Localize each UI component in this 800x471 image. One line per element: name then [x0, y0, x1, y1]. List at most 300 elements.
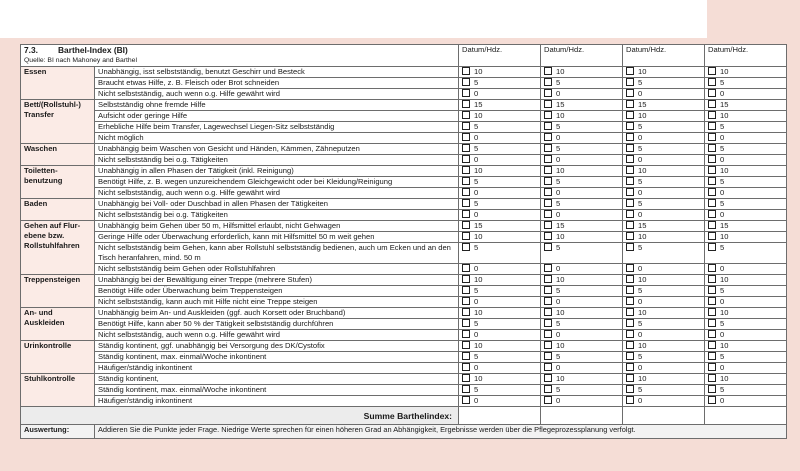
sum-label: Summe Barthelindex:: [21, 407, 459, 425]
score-cell: [541, 89, 623, 100]
score-cell: [541, 275, 623, 286]
criterion-text: Nicht möglich: [95, 133, 459, 144]
checkbox-icon[interactable]: [462, 243, 470, 251]
category-label: Essen: [21, 67, 95, 100]
score-value: 10: [638, 275, 647, 284]
criterion-text: Benötigt Hilfe, kann aber 50 % der Tätigkeit selbstständig durchführen: [95, 319, 459, 330]
score-cell: [459, 188, 541, 199]
checkbox-icon[interactable]: [544, 155, 552, 163]
score-cell: [459, 133, 541, 144]
score-cell: [541, 308, 623, 319]
checkbox-icon[interactable]: [544, 210, 552, 218]
score-cell: [459, 319, 541, 330]
checkbox-icon[interactable]: [708, 330, 716, 338]
checkbox-icon[interactable]: [708, 363, 716, 371]
criterion-text: Nicht selbstständig bei o.g. Tätigkeiten: [95, 210, 459, 221]
score-value: 5: [556, 352, 561, 361]
checkbox-icon[interactable]: [462, 67, 470, 75]
checkbox-icon[interactable]: [626, 396, 634, 404]
checkbox-icon[interactable]: [544, 188, 552, 196]
score-value: 10: [638, 111, 647, 120]
table-row: [21, 232, 787, 243]
score-cell: [623, 385, 705, 396]
score-value: 10: [720, 374, 729, 383]
date-header-4: Datum/Hdz.: [705, 45, 787, 67]
score-value: 5: [638, 122, 643, 131]
sum-cell-1[interactable]: [459, 407, 541, 425]
score-value: 10: [474, 232, 483, 241]
checkbox-icon[interactable]: [544, 100, 552, 108]
table-row: [21, 286, 787, 297]
score-cell: [705, 177, 787, 188]
checkbox-icon[interactable]: [626, 100, 634, 108]
score-cell: [623, 363, 705, 374]
score-cell: [705, 330, 787, 341]
checkbox-icon[interactable]: [544, 232, 552, 240]
score-cell: [459, 89, 541, 100]
checkbox-icon[interactable]: [544, 308, 552, 316]
score-cell: [459, 286, 541, 297]
score-value: 5: [556, 319, 561, 328]
table-row: [21, 155, 787, 166]
checkbox-icon[interactable]: [544, 275, 552, 283]
checkbox-icon[interactable]: [626, 166, 634, 174]
checkbox-icon[interactable]: [708, 100, 716, 108]
criterion-text: Unabhängig bei der Bewältigung einer Treppe (mehrere Stufen): [95, 275, 459, 286]
checkbox-icon[interactable]: [462, 374, 470, 382]
checkbox-icon[interactable]: [544, 122, 552, 130]
checkbox-icon[interactable]: [462, 308, 470, 316]
checkbox-icon[interactable]: [462, 232, 470, 240]
checkbox-icon[interactable]: [626, 385, 634, 393]
checkbox-icon[interactable]: [626, 177, 634, 185]
checkbox-icon[interactable]: [708, 144, 716, 152]
checkbox-icon[interactable]: [708, 188, 716, 196]
checkbox-icon[interactable]: [462, 111, 470, 119]
table-row: [21, 264, 787, 275]
checkbox-icon[interactable]: [708, 111, 716, 119]
checkbox-icon[interactable]: [544, 78, 552, 86]
checkbox-icon[interactable]: [708, 385, 716, 393]
score-value: 0: [474, 89, 479, 98]
checkbox-icon[interactable]: [462, 133, 470, 141]
checkbox-icon[interactable]: [544, 89, 552, 97]
score-value: 10: [556, 374, 565, 383]
score-value: 0: [556, 210, 561, 219]
checkbox-icon[interactable]: [544, 385, 552, 393]
score-value: 0: [720, 396, 725, 405]
score-cell: [705, 286, 787, 297]
table-row: [21, 275, 787, 286]
checkbox-icon[interactable]: [708, 374, 716, 382]
checkbox-icon[interactable]: [626, 352, 634, 360]
sum-cell-2[interactable]: [541, 407, 623, 425]
score-value: 5: [474, 122, 479, 131]
score-cell: [705, 363, 787, 374]
checkbox-icon[interactable]: [462, 166, 470, 174]
score-value: 10: [556, 341, 565, 350]
score-value: 5: [638, 177, 643, 186]
score-cell: [623, 89, 705, 100]
checkbox-icon[interactable]: [708, 210, 716, 218]
table-row: [21, 352, 787, 363]
score-value: 5: [474, 352, 479, 361]
checkbox-icon[interactable]: [544, 330, 552, 338]
table-row: [21, 188, 787, 199]
checkbox-icon[interactable]: [462, 264, 470, 272]
score-cell: [705, 67, 787, 78]
table-row: [21, 363, 787, 374]
checkbox-icon[interactable]: [708, 264, 716, 272]
score-value: 5: [556, 286, 561, 295]
score-cell: [541, 352, 623, 363]
checkbox-icon[interactable]: [544, 264, 552, 272]
date-header-3: Datum/Hdz.: [623, 45, 705, 67]
score-cell: [541, 100, 623, 111]
score-value: 0: [474, 330, 479, 339]
score-value: 5: [556, 199, 561, 208]
checkbox-icon[interactable]: [708, 166, 716, 174]
checkbox-icon[interactable]: [708, 286, 716, 294]
checkbox-icon[interactable]: [626, 210, 634, 218]
criterion-text: Nicht selbstständig, kann auch mit Hilfe nicht eine Treppe steigen: [95, 297, 459, 308]
checkbox-icon[interactable]: [708, 319, 716, 327]
checkbox-icon[interactable]: [544, 166, 552, 174]
score-cell: [459, 221, 541, 232]
score-value: 10: [720, 67, 729, 76]
score-value: 15: [638, 221, 647, 230]
checkbox-icon[interactable]: [462, 297, 470, 305]
score-cell: [623, 374, 705, 385]
checkbox-icon[interactable]: [544, 177, 552, 185]
score-value: 10: [556, 275, 565, 284]
score-value: 10: [474, 111, 483, 120]
checkbox-icon[interactable]: [462, 89, 470, 97]
score-cell: [541, 188, 623, 199]
table-row: [21, 133, 787, 144]
checkbox-icon[interactable]: [544, 111, 552, 119]
evaluation-text: Addieren Sie die Punkte jeder Frage. Niedrige Werte sprechen für einen höheren Grad an Abhängigkeit, Ergebnisse werden über die Pflegeprozessplanung verfolgt.: [95, 425, 787, 439]
checkbox-icon[interactable]: [626, 122, 634, 130]
checkbox-icon[interactable]: [626, 374, 634, 382]
score-value: 0: [720, 264, 725, 273]
score-value: 5: [556, 385, 561, 394]
checkbox-icon[interactable]: [626, 308, 634, 316]
score-value: 0: [474, 210, 479, 219]
score-value: 5: [474, 78, 479, 87]
score-value: 5: [720, 122, 725, 131]
checkbox-icon[interactable]: [544, 67, 552, 75]
score-cell: [459, 210, 541, 221]
checkbox-icon[interactable]: [544, 133, 552, 141]
checkbox-icon[interactable]: [462, 363, 470, 371]
checkbox-icon[interactable]: [462, 275, 470, 283]
score-cell: [541, 374, 623, 385]
checkbox-icon[interactable]: [544, 396, 552, 404]
checkbox-icon[interactable]: [626, 78, 634, 86]
score-cell: [459, 111, 541, 122]
score-value: 10: [474, 67, 483, 76]
score-cell: [459, 177, 541, 188]
top-blank-area: [0, 0, 707, 38]
score-value: 0: [556, 330, 561, 339]
checkbox-icon[interactable]: [544, 243, 552, 251]
score-cell: [459, 232, 541, 243]
score-cell: [459, 155, 541, 166]
date-header-1: Datum/Hdz.: [459, 45, 541, 67]
criterion-text: Braucht etwas Hilfe, z. B. Fleisch oder Brot schneiden: [95, 78, 459, 89]
score-cell: [623, 67, 705, 78]
score-value: 5: [474, 199, 479, 208]
score-cell: [459, 363, 541, 374]
checkbox-icon[interactable]: [708, 352, 716, 360]
table-row: [21, 385, 787, 396]
checkbox-icon[interactable]: [626, 275, 634, 283]
checkbox-icon[interactable]: [708, 122, 716, 130]
score-value: 10: [720, 111, 729, 120]
checkbox-icon[interactable]: [626, 319, 634, 327]
checkbox-icon[interactable]: [544, 221, 552, 229]
checkbox-icon[interactable]: [708, 341, 716, 349]
score-value: 10: [720, 232, 729, 241]
checkbox-icon[interactable]: [626, 188, 634, 196]
score-cell: [459, 374, 541, 385]
score-value: 5: [638, 385, 643, 394]
table-row: [21, 78, 787, 89]
barthel-index-table: [20, 44, 787, 439]
table-row: [21, 374, 787, 385]
sum-cell-3[interactable]: [623, 407, 705, 425]
checkbox-icon[interactable]: [708, 308, 716, 316]
checkbox-icon[interactable]: [626, 232, 634, 240]
score-cell: [459, 243, 541, 264]
score-cell: [623, 133, 705, 144]
score-value: 5: [638, 199, 643, 208]
checkbox-icon[interactable]: [544, 286, 552, 294]
score-cell: [623, 199, 705, 210]
checkbox-icon[interactable]: [626, 264, 634, 272]
checkbox-icon[interactable]: [708, 78, 716, 86]
checkbox-icon[interactable]: [626, 111, 634, 119]
score-value: 0: [638, 155, 643, 164]
checkbox-icon[interactable]: [544, 297, 552, 305]
score-value: 0: [474, 188, 479, 197]
score-value: 0: [474, 363, 479, 372]
checkbox-icon[interactable]: [708, 221, 716, 229]
checkbox-icon[interactable]: [462, 177, 470, 185]
table-row: [21, 319, 787, 330]
checkbox-icon[interactable]: [462, 341, 470, 349]
score-cell: [541, 67, 623, 78]
category-label: Waschen: [21, 144, 95, 166]
table-row: [21, 177, 787, 188]
score-value: 0: [556, 297, 561, 306]
category-label: Toiletten- benutzung: [21, 166, 95, 199]
evaluation-row: [21, 425, 787, 439]
score-value: 5: [638, 319, 643, 328]
score-value: 0: [638, 264, 643, 273]
criterion-text: Erhebliche Hilfe beim Transfer, Lagewechsel Liegen-Sitz selbstständig: [95, 122, 459, 133]
score-value: 10: [556, 111, 565, 120]
score-value: 5: [720, 352, 725, 361]
criterion-text: Ständig kontinent, max. einmal/Woche inkontinent: [95, 385, 459, 396]
checkbox-icon[interactable]: [626, 286, 634, 294]
score-value: 5: [720, 385, 725, 394]
score-cell: [541, 330, 623, 341]
score-cell: [459, 396, 541, 407]
checkbox-icon[interactable]: [708, 67, 716, 75]
checkbox-icon[interactable]: [626, 144, 634, 152]
score-value: 10: [638, 232, 647, 241]
score-cell: [623, 177, 705, 188]
checkbox-icon[interactable]: [462, 352, 470, 360]
score-value: 0: [638, 133, 643, 142]
date-header-2: Datum/Hdz.: [541, 45, 623, 67]
score-value: 10: [638, 67, 647, 76]
sum-cell-4[interactable]: [705, 407, 787, 425]
checkbox-icon[interactable]: [708, 396, 716, 404]
checkbox-icon[interactable]: [544, 363, 552, 371]
score-cell: [705, 352, 787, 363]
score-cell: [541, 232, 623, 243]
score-value: 0: [474, 264, 479, 273]
score-cell: [459, 144, 541, 155]
score-cell: [623, 155, 705, 166]
checkbox-icon[interactable]: [462, 221, 470, 229]
score-cell: [541, 297, 623, 308]
score-cell: [705, 221, 787, 232]
checkbox-icon[interactable]: [708, 177, 716, 185]
checkbox-icon[interactable]: [462, 210, 470, 218]
score-value: 5: [474, 385, 479, 394]
checkbox-icon[interactable]: [708, 297, 716, 305]
score-cell: [623, 166, 705, 177]
table-row: [21, 67, 787, 78]
score-cell: [623, 308, 705, 319]
checkbox-icon[interactable]: [544, 319, 552, 327]
criterion-text: Nicht selbstständig, auch wenn o.g. Hilfe gewährt wird: [95, 89, 459, 100]
checkbox-icon[interactable]: [626, 133, 634, 141]
score-value: 5: [720, 319, 725, 328]
score-value: 5: [720, 177, 725, 186]
score-value: 10: [720, 308, 729, 317]
checkbox-icon[interactable]: [462, 122, 470, 130]
checkbox-icon[interactable]: [462, 78, 470, 86]
score-cell: [705, 133, 787, 144]
criterion-text: Unabhängig in allen Phasen der Tätigkeit (inkl. Reinigung): [95, 166, 459, 177]
checkbox-icon[interactable]: [708, 275, 716, 283]
table-row: [21, 199, 787, 210]
checkbox-icon[interactable]: [462, 396, 470, 404]
criterion-text: Häufiger/ständig inkontinent: [95, 363, 459, 374]
score-cell: [623, 264, 705, 275]
criterion-text: Unabhängig beim Waschen von Gesicht und Händen, Kämmen, Zähneputzen: [95, 144, 459, 155]
section-header: [21, 45, 459, 67]
score-cell: [459, 275, 541, 286]
criterion-text: Nicht selbstständig beim Gehen oder Rollstuhlfahren: [95, 264, 459, 275]
checkbox-icon[interactable]: [626, 67, 634, 75]
criterion-text: Aufsicht oder geringe Hilfe: [95, 111, 459, 122]
checkbox-icon[interactable]: [708, 133, 716, 141]
checkbox-icon[interactable]: [626, 243, 634, 251]
criterion-text: Unabhängig beim An- und Auskleiden (ggf. auch Korsett oder Bruchband): [95, 308, 459, 319]
checkbox-icon[interactable]: [626, 297, 634, 305]
score-value: 0: [556, 363, 561, 372]
score-value: 0: [638, 210, 643, 219]
checkbox-icon[interactable]: [708, 232, 716, 240]
section-title: Barthel-Index (BI): [57, 45, 128, 55]
checkbox-icon[interactable]: [462, 319, 470, 327]
checkbox-icon[interactable]: [462, 188, 470, 196]
evaluation-label: Auswertung:: [21, 425, 95, 439]
checkbox-icon[interactable]: [462, 330, 470, 338]
table-row: [21, 297, 787, 308]
checkbox-icon[interactable]: [544, 341, 552, 349]
checkbox-icon[interactable]: [462, 385, 470, 393]
score-value: 0: [638, 363, 643, 372]
score-value: 0: [474, 133, 479, 142]
table-row: [21, 144, 787, 155]
score-value: 5: [638, 78, 643, 87]
section-number: 7.3.: [24, 45, 38, 55]
checkbox-icon[interactable]: [462, 155, 470, 163]
table-row: [21, 221, 787, 232]
checkbox-icon[interactable]: [626, 89, 634, 97]
score-value: 0: [556, 133, 561, 142]
score-cell: [705, 297, 787, 308]
score-cell: [705, 166, 787, 177]
score-cell: [459, 297, 541, 308]
score-value: 0: [556, 89, 561, 98]
score-cell: [541, 210, 623, 221]
score-value: 10: [474, 308, 483, 317]
checkbox-icon[interactable]: [626, 199, 634, 207]
score-value: 5: [720, 78, 725, 87]
category-label: Urinkontrolle: [21, 341, 95, 374]
checkbox-icon[interactable]: [626, 363, 634, 371]
checkbox-icon[interactable]: [626, 221, 634, 229]
checkbox-icon[interactable]: [708, 89, 716, 97]
checkbox-icon[interactable]: [462, 286, 470, 294]
checkbox-icon[interactable]: [544, 144, 552, 152]
checkbox-icon[interactable]: [544, 374, 552, 382]
checkbox-icon[interactable]: [708, 199, 716, 207]
score-cell: [623, 330, 705, 341]
score-cell: [705, 319, 787, 330]
checkbox-icon[interactable]: [462, 144, 470, 152]
checkbox-icon[interactable]: [708, 243, 716, 251]
checkbox-icon[interactable]: [544, 352, 552, 360]
score-cell: [623, 319, 705, 330]
table-row: [21, 243, 787, 264]
score-cell: [705, 396, 787, 407]
score-value: 0: [474, 297, 479, 306]
score-value: 10: [474, 166, 483, 175]
checkbox-icon[interactable]: [708, 155, 716, 163]
category-label: Gehen auf Flur- ebene bzw. Rollstuhlfahren: [21, 221, 95, 275]
checkbox-icon[interactable]: [626, 155, 634, 163]
checkbox-icon[interactable]: [626, 330, 634, 338]
score-value: 5: [556, 78, 561, 87]
checkbox-icon[interactable]: [462, 100, 470, 108]
criterion-text: Selbstständig ohne fremde Hilfe: [95, 100, 459, 111]
checkbox-icon[interactable]: [462, 199, 470, 207]
score-cell: [623, 100, 705, 111]
checkbox-icon[interactable]: [544, 199, 552, 207]
score-cell: [705, 111, 787, 122]
score-cell: [623, 188, 705, 199]
checkbox-icon[interactable]: [626, 341, 634, 349]
